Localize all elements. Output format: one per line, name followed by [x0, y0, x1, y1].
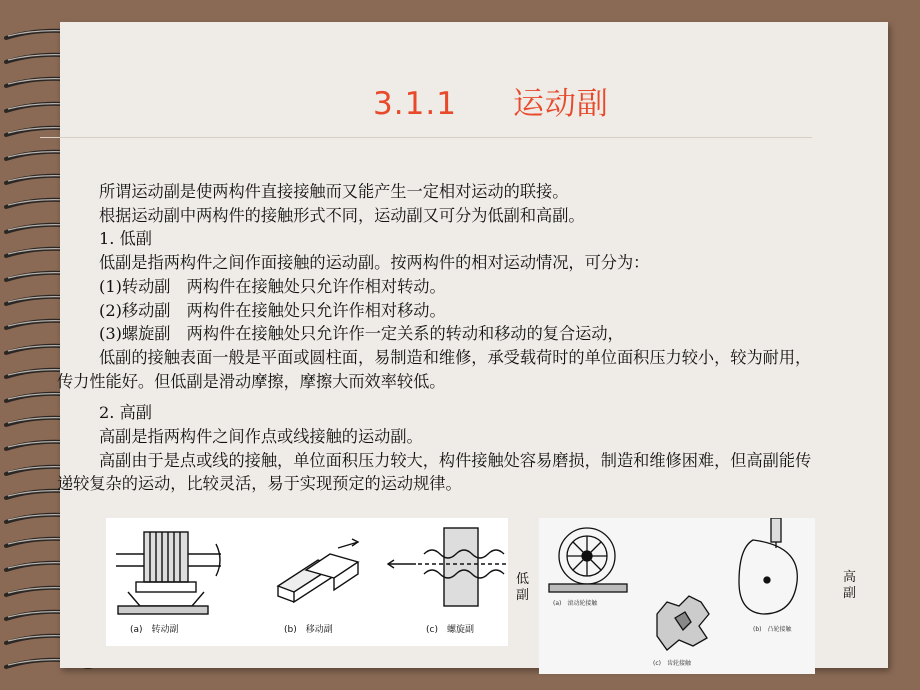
- label-lower-pair: 低副: [516, 572, 530, 603]
- slide-title: [62, 78, 920, 123]
- item-prismatic-pair: (2)移动副 两构件在接触处只允许作相对移动。: [99, 300, 446, 320]
- item-screw-pair: (3)螺旋副 两构件在接触处只允许作一定关系的转动和移动的复合运动，: [99, 324, 624, 344]
- caption-gear-contact: (c) 齿轮接触: [653, 660, 691, 667]
- caption-rolling-contact: (a) 滚动轮接触: [553, 600, 598, 607]
- paragraph-lower-pair-definition: 低副是指两构件之间作面接触的运动副。按两构件的相对运动情况，可分为：: [99, 253, 650, 273]
- heading-lower-pair: 1. 低副: [99, 229, 152, 249]
- paragraph-classification: 根据运动副中两构件的接触形式不同，运动副又可分为低副和高副。: [99, 205, 585, 225]
- higher-pair-drawings: [539, 518, 815, 674]
- item-revolute-pair: (1)转动副 两构件在接触处只允许作相对转动。: [99, 276, 446, 296]
- slide-body: [57, 180, 821, 496]
- paragraph-lower-pair-properties: 低副的接触表面一般是平面或圆柱面，易制造和维修，承受载荷时的单位面积压力较小，较为耐用，传力性能好。但低副是滑动摩擦，摩擦大而效率较低。: [57, 347, 812, 391]
- paragraph-definition: 所谓运动副是使两构件直接接触而又能产生一定相对运动的联接。: [99, 182, 569, 201]
- paragraph-higher-pair-definition: 高副是指两构件之间作点或线接触的运动副。: [99, 427, 423, 447]
- title-text: 运动副: [512, 86, 609, 122]
- title-divider: [40, 137, 812, 138]
- caption-cam-contact: (b) 凸轮接触: [753, 626, 792, 633]
- title-number: 3.1.1: [373, 86, 457, 122]
- label-higher-pair: 高副: [843, 570, 857, 601]
- higher-pair-figure: [539, 518, 815, 674]
- caption-screw: (c) 螺旋副: [426, 625, 474, 635]
- lower-pair-figure: [106, 518, 508, 646]
- caption-prismatic: (b) 移动副: [284, 625, 333, 635]
- caption-revolute: (a) 转动副: [130, 625, 179, 635]
- heading-higher-pair: 2. 高副: [99, 403, 152, 423]
- paragraph-higher-pair-properties: 高副由于是点或线的接触，单位面积压力较大，构件接触处容易磨损，制造和维修困难，但高副能传递较复杂的运动，比较灵活，易于实现预定的运动规律。: [57, 450, 812, 494]
